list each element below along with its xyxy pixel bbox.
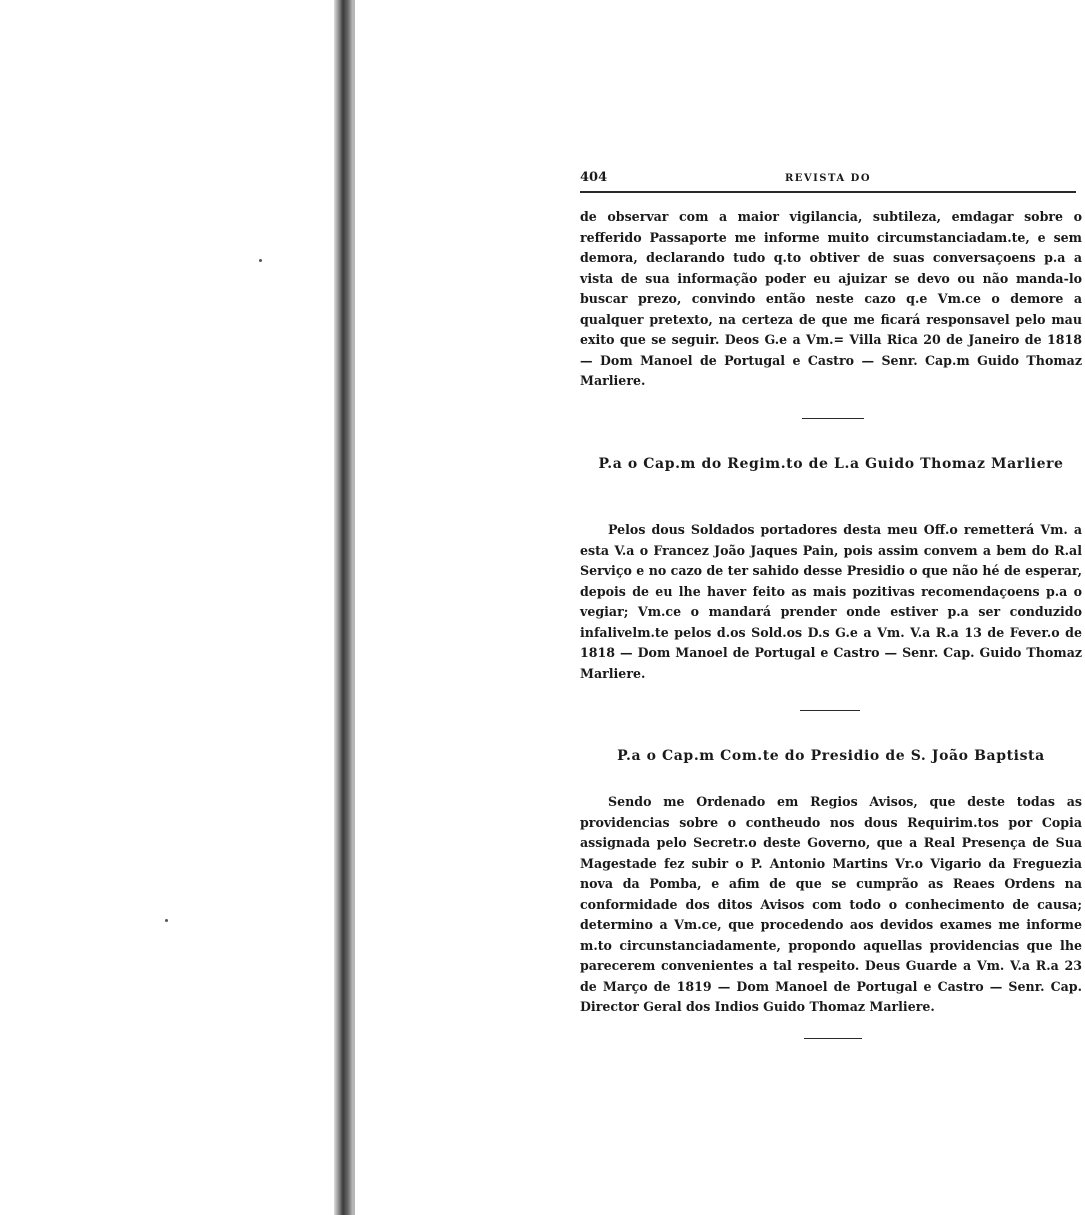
book-gutter-shadow	[334, 0, 354, 1215]
header-rule	[580, 191, 1076, 193]
page-number: 404	[580, 170, 608, 185]
journal-title: REVISTA DO	[784, 173, 872, 184]
section-separator	[800, 710, 860, 711]
letter-1-heading: P.a o Cap.m do Regim.to de L.a Guido Thomaz Marliere	[598, 456, 1064, 472]
section-separator	[802, 418, 864, 419]
continuation-paragraph: de observar com a maior vigilancia, subtileza, emdagar sobre o refferido Passaporte me informe muito circumstanciadam.te, e sem demora, declarando tudo q.to obtiver de suas conversaçoens p.a a vista de sua informação poder eu ajuizar se devo ou não manda-lo buscar prezo, convindo então neste cazo q.e Vm.ce o demore a qualquer pretexto, na certeza de que me ficará responsavel pelo mau exito que se seguir. Deos G.e a Vm.= Villa Rica 20 de Janeiro de 1818 — Dom Manoel de Portugal e Castro — Senr. Cap.m Guido Thomaz Marliere.	[580, 209, 1082, 388]
letter-2-body: Sendo me Ordenado em Regios Avisos, que deste todas as providencias sobre o contheudo nos dous Requirim.tos por Copia assignada pelo Secretr.o deste Governo, que a Real Presença de Sua Magestade fez subir o P. Antonio Martins Vr.o Vigario da Freguezia nova da Pomba, e afim de que se cumprão as Reaes Ordens na conformidade dos ditos Avisos com todo o conhecimento de causa; determino a Vm.ce, que procedendo aos devidos exames me informe m.to circunstanciadamente, propondo aquellas providencias que lhe parecerem convenientes a tal respeito. Deus Guarde a Vm. V.a R.a 23 de Março de 1819 — Dom Manoel de Portugal e Castro — Senr. Cap. Director Geral dos Indios Guido Thomaz Marliere.	[580, 794, 1082, 1014]
section-separator	[804, 1038, 862, 1039]
page-edge	[352, 0, 355, 1215]
scan-speck	[259, 259, 262, 262]
letter-1-body: Pelos dous Soldados portadores desta meu Off.o remetterá Vm. a esta V.a o Francez João Jaques Pain, pois assim convem a bem do R.al Serviço e no cazo de ter sahido desse Presidio o que não hé de esperar, depois de eu lhe haver feito as mais pozitivas recomendaçoens p.a o vegiar; Vm.ce o mandará prender onde estiver p.a ser conduzido infalivelm.te pelos d.os Sold.os D.s G.e a Vm. V.a R.a 13 de Fever.o de 1818 — Dom Manoel de Portugal e Castro — Senr. Cap. Guido Thomaz Marliere.	[580, 522, 1082, 681]
scan-speck	[165, 919, 168, 922]
running-head	[580, 170, 1076, 190]
letter-2-heading: P.a o Cap.m Com.te do Presidio de S. João Baptista	[617, 748, 1045, 764]
